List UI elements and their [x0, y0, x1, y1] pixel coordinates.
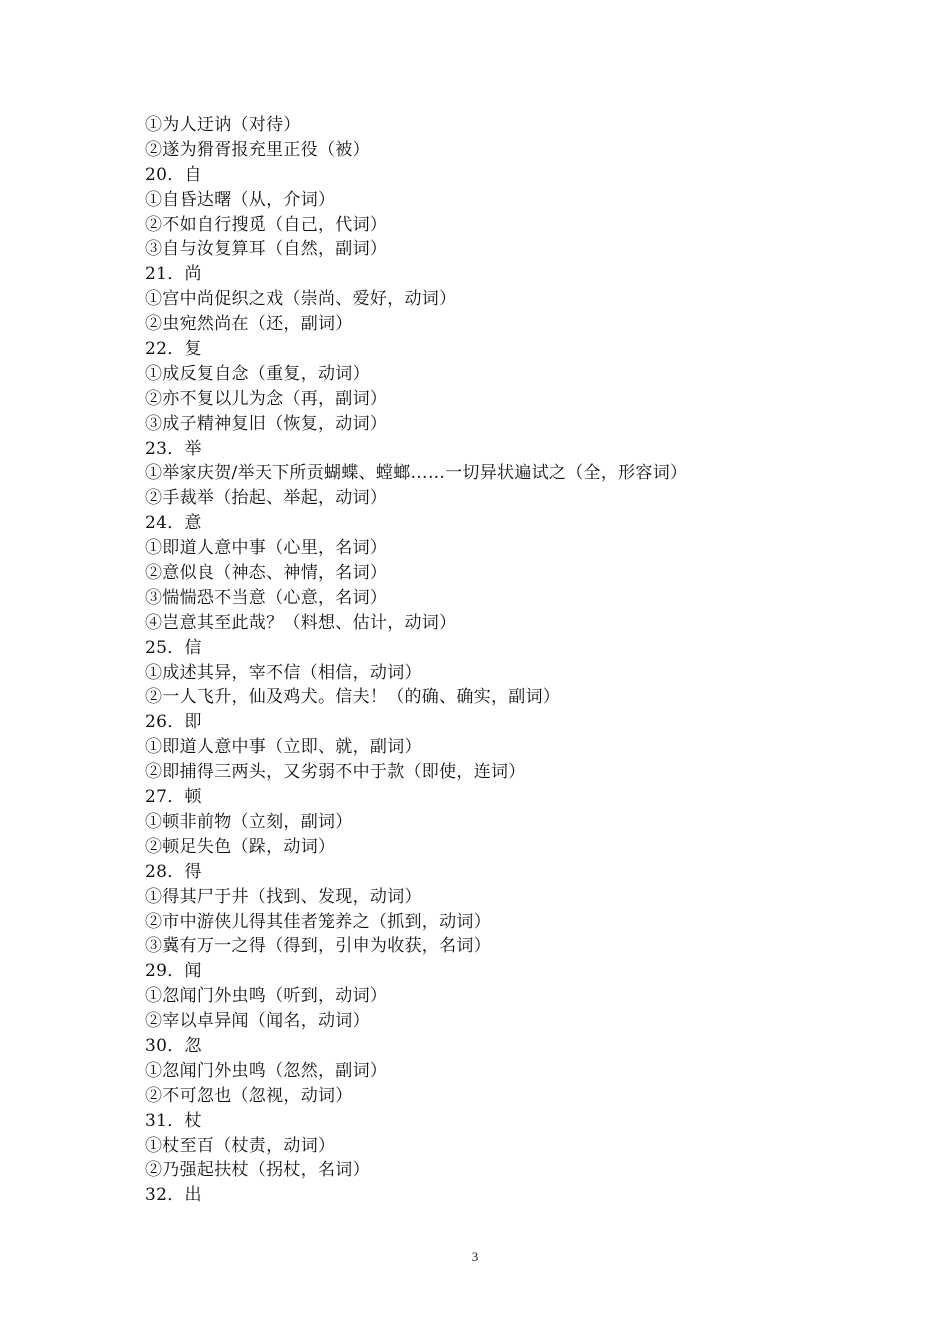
entry-heading: 22．复 — [145, 339, 202, 360]
example-line: ②市中游侠儿得其佳者笼养之（抓到，动词） — [145, 911, 491, 932]
example-line: ③冀有万一之得（得到，引申为收获，名词） — [145, 936, 491, 957]
entry-heading: 28．得 — [145, 861, 202, 882]
example-line: ④岂意其至此哉？（料想、估计，动词） — [145, 612, 457, 633]
entry-heading: 23．举 — [145, 438, 202, 459]
example-line: ②一人飞升，仙及鸡犬。信夫！（的确、确实，副词） — [145, 687, 561, 708]
example-line: ②乃强起扶杖（拐杖，名词） — [145, 1160, 370, 1181]
example-line: ①即道人意中事（立即、就，副词） — [145, 737, 422, 758]
example-line: ③成子精神复旧（恢复，动词） — [145, 413, 388, 434]
example-line: ②意似良（神态、神情，名词） — [145, 563, 388, 584]
example-line: ①忽闻门外虫鸣（听到，动词） — [145, 986, 388, 1007]
entry-heading: 26．即 — [145, 712, 202, 733]
entry-heading: 21．尚 — [145, 264, 202, 285]
example-line: ②虫宛然尚在（还，副词） — [145, 314, 353, 335]
example-line: ③惴惴恐不当意（心意，名词） — [145, 587, 388, 608]
example-line: ①宫中尚促织之戏（崇尚、爱好，动词） — [145, 289, 457, 310]
example-line: ①成反复自念（重复，动词） — [145, 363, 370, 384]
example-line: ①忽闻门外虫鸣（忽然，副词） — [145, 1060, 388, 1081]
example-line: ①杖至百（杖责，动词） — [145, 1135, 336, 1156]
example-line: ①自昏达曙（从，介词） — [145, 189, 336, 210]
entry-heading: 30．忽 — [145, 1035, 202, 1056]
example-line: ①即道人意中事（心里，名词） — [145, 538, 388, 559]
page-content — [145, 113, 925, 1208]
entry-heading: 24．意 — [145, 513, 202, 534]
entry-heading: 29．闻 — [145, 961, 202, 982]
entry-heading: 25．信 — [145, 637, 202, 658]
example-line: ②宰以卓异闻（闻名，动词） — [145, 1011, 370, 1032]
entry-heading: 20．自 — [145, 164, 202, 185]
page-number: 3 — [471, 1249, 479, 1264]
example-line: ①为人迂讷（对待） — [145, 115, 301, 135]
example-line: ②手裁举（抬起、举起，动词） — [145, 488, 388, 509]
example-line: ②不可忽也（忽视，动词） — [145, 1085, 353, 1106]
example-line: ②亦不复以儿为念（再，副词） — [145, 388, 388, 409]
example-line: ②不如自行搜觅（自己，代词） — [145, 214, 388, 235]
example-line: ①成述其异，宰不信（相信，动词） — [145, 662, 422, 683]
example-line: ③自与汝复算耳（自然，副词） — [145, 239, 388, 260]
example-line: ①得其尸于井（找到、发现，动词） — [145, 886, 422, 907]
example-line: ①顿非前物（立刻，副词） — [145, 811, 353, 832]
example-line: ②遂为猾胥报充里正役（被） — [145, 139, 370, 160]
example-line: ②顿足失色（跺，动词） — [145, 836, 336, 857]
entry-heading: 27．顿 — [145, 787, 202, 808]
entry-heading: 31．杖 — [145, 1110, 202, 1131]
example-line: ②即捕得三两头，又劣弱不中于款（即使，连词） — [145, 762, 526, 783]
example-line: ①举家庆贺/举天下所贡蝴蝶、螳螂……一切异状遍试之（全，形容词） — [145, 463, 688, 484]
entry-heading: 32．出 — [145, 1185, 202, 1206]
